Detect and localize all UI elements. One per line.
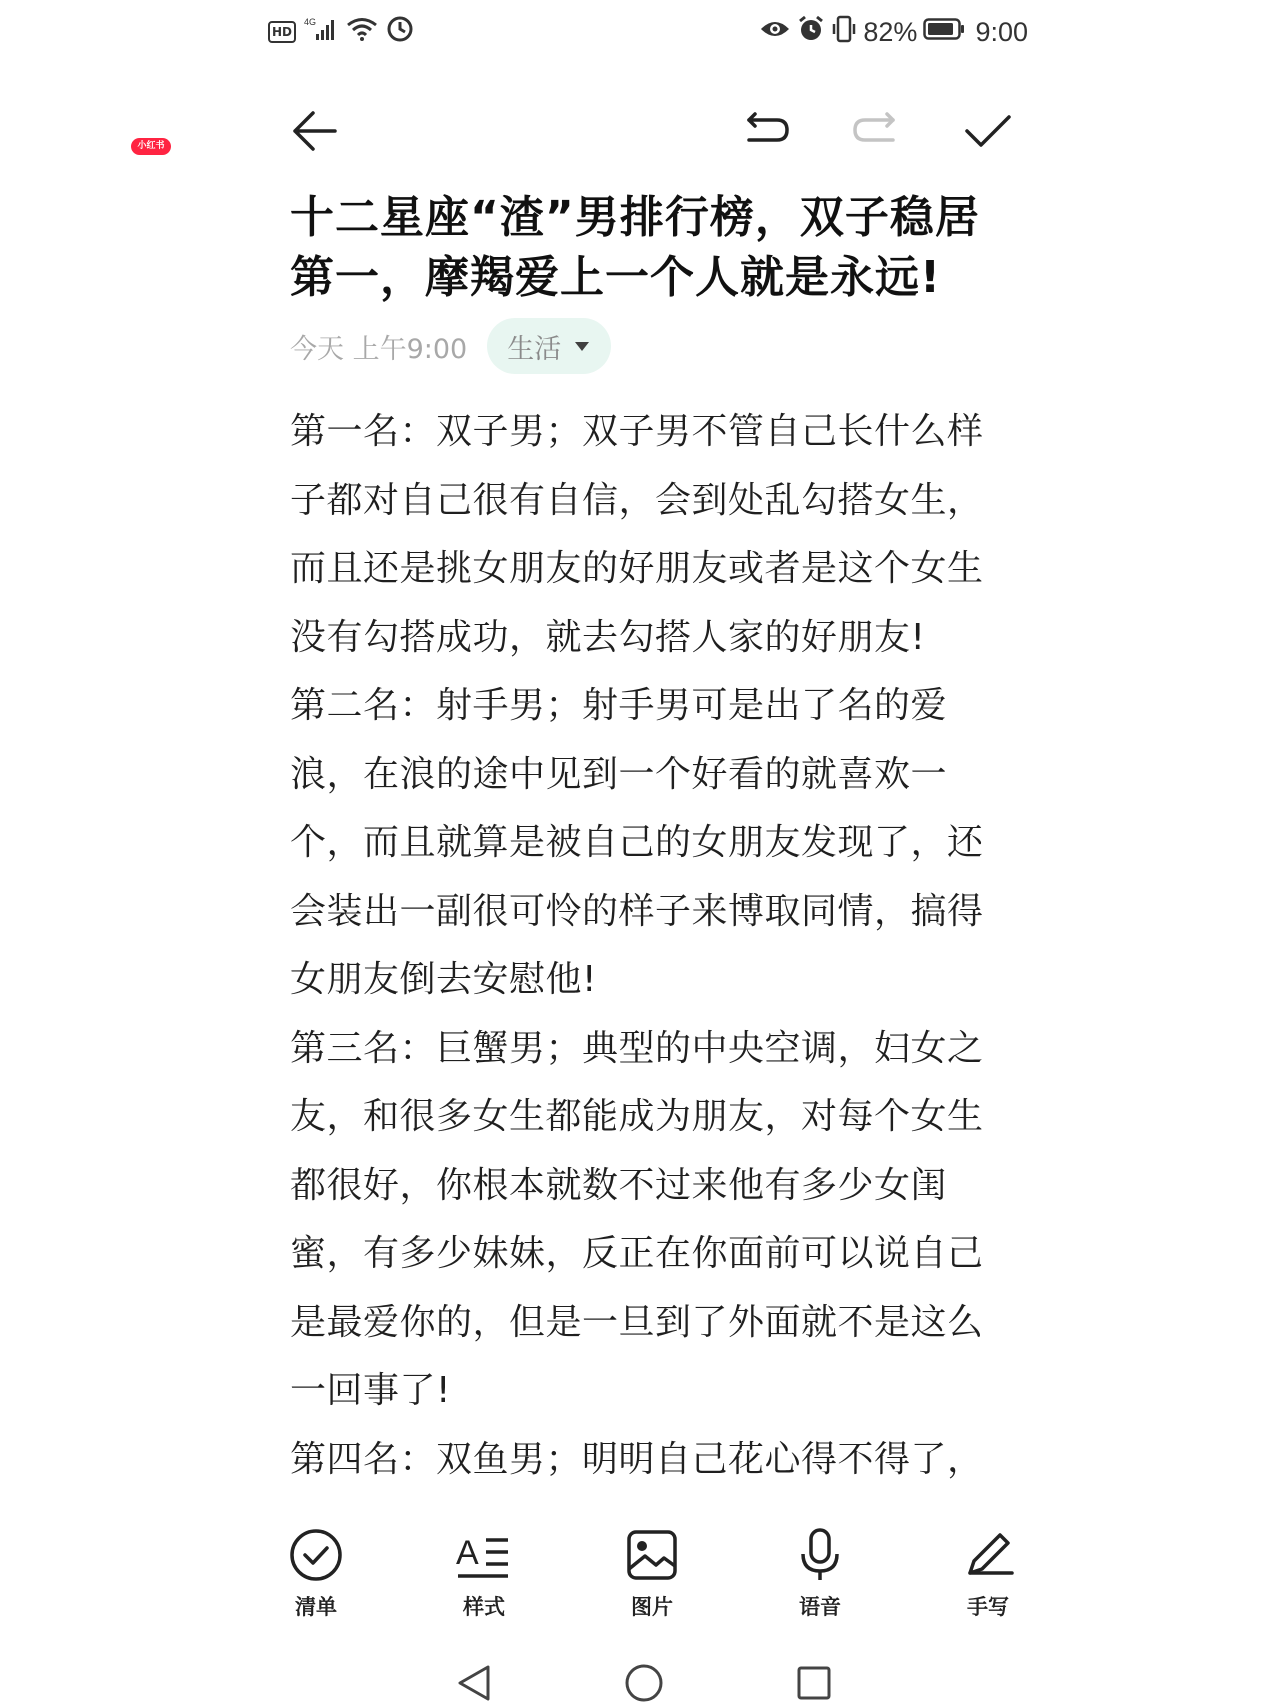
watermark-badge: 小红书 [131,138,171,155]
paragraph: 第一名：双子男；双子男不管自己长什么样子都对自己很有自信，会到处乱勾搭女生，而且还是挑女朋友的好朋友或者是这个女生没有勾搭成功，就去勾搭人家的好朋友! [290,411,984,658]
microphone-icon [798,1527,842,1583]
note-body[interactable] [290,398,1010,1500]
wifi-icon [346,16,378,49]
editor-toolbar [0,95,1280,165]
pen-icon [962,1529,1014,1581]
paragraph: 第四名：双鱼男；明明自己花心得不得了， [290,1438,984,1480]
note-meta [290,318,611,374]
check-icon [963,111,1013,151]
battery-icon [923,17,965,48]
handwriting-button[interactable] [928,1525,1048,1621]
checklist-label: 清单 [295,1595,337,1619]
paragraph: 第三名：巨蟹男；典型的中央空调，妇女之友，和很多女生都能成为朋友，对每个女生都很好，你根本就数不过来他有多少女闺蜜，有多少妹妹，反正在你面前可以说自己是最爱你的，但是一旦到了外面就不是这么一回事了! [290,1027,984,1411]
bottom-toolbar [0,1525,1280,1635]
note-title[interactable]: 十二星座“渣”男排行榜，双子稳居第一，摩羯爱上一个人就是永远! [290,192,980,303]
redo-icon [851,111,901,151]
status-bar [268,14,1028,50]
back-button[interactable] [286,103,342,159]
hd-icon: HD [268,21,296,43]
network-type-label: 4G [304,16,317,27]
clock-time: 9:00 [975,16,1028,47]
undo-icon [741,111,791,151]
home-circle-icon [624,1663,664,1703]
image-button[interactable] [592,1525,712,1621]
handwriting-label: 手写 [967,1595,1009,1619]
category-dropdown[interactable] [487,318,611,374]
system-nav-bar [0,1660,1280,1706]
vibrate-icon [831,15,857,50]
checklist-button[interactable] [256,1525,376,1621]
category-label: 生活 [507,333,562,365]
data-saver-icon [386,15,414,50]
nav-back-button[interactable] [449,1660,499,1706]
recents-square-icon [796,1665,832,1701]
undo-button[interactable] [738,103,794,159]
voice-button[interactable] [760,1525,880,1621]
back-triangle-icon [456,1663,492,1703]
redo-button[interactable] [848,103,904,159]
battery-percent: 82% [863,16,918,47]
alarm-icon [797,15,825,50]
eye-comfort-icon [759,17,791,48]
scroll-clip [290,1486,1010,1500]
checklist-icon [288,1527,344,1583]
text-style-icon [456,1530,512,1580]
voice-label: 语音 [799,1595,841,1619]
signal-icon [304,16,338,49]
text-style-label: 样式 [463,1595,505,1619]
done-button[interactable] [960,103,1016,159]
image-icon [626,1529,678,1581]
paragraph: 第二名：射手男；射手男可是出了名的爱浪，在浪的途中见到一个好看的就喜欢一个，而且就算是被自己的女朋友发现了，还会装出一副很可怜的样子来博取同情，搞得女朋友倒去安慰他! [290,685,984,1000]
nav-home-button[interactable] [619,1660,669,1706]
chevron-down-icon [575,342,589,351]
image-label: 图片 [631,1595,673,1619]
nav-recents-button[interactable] [789,1660,839,1706]
svg-text:A: A [456,1534,479,1572]
arrow-left-icon [289,109,339,153]
note-timestamp: 今天 上午9:00 [290,333,468,365]
text-style-button[interactable] [424,1525,544,1621]
